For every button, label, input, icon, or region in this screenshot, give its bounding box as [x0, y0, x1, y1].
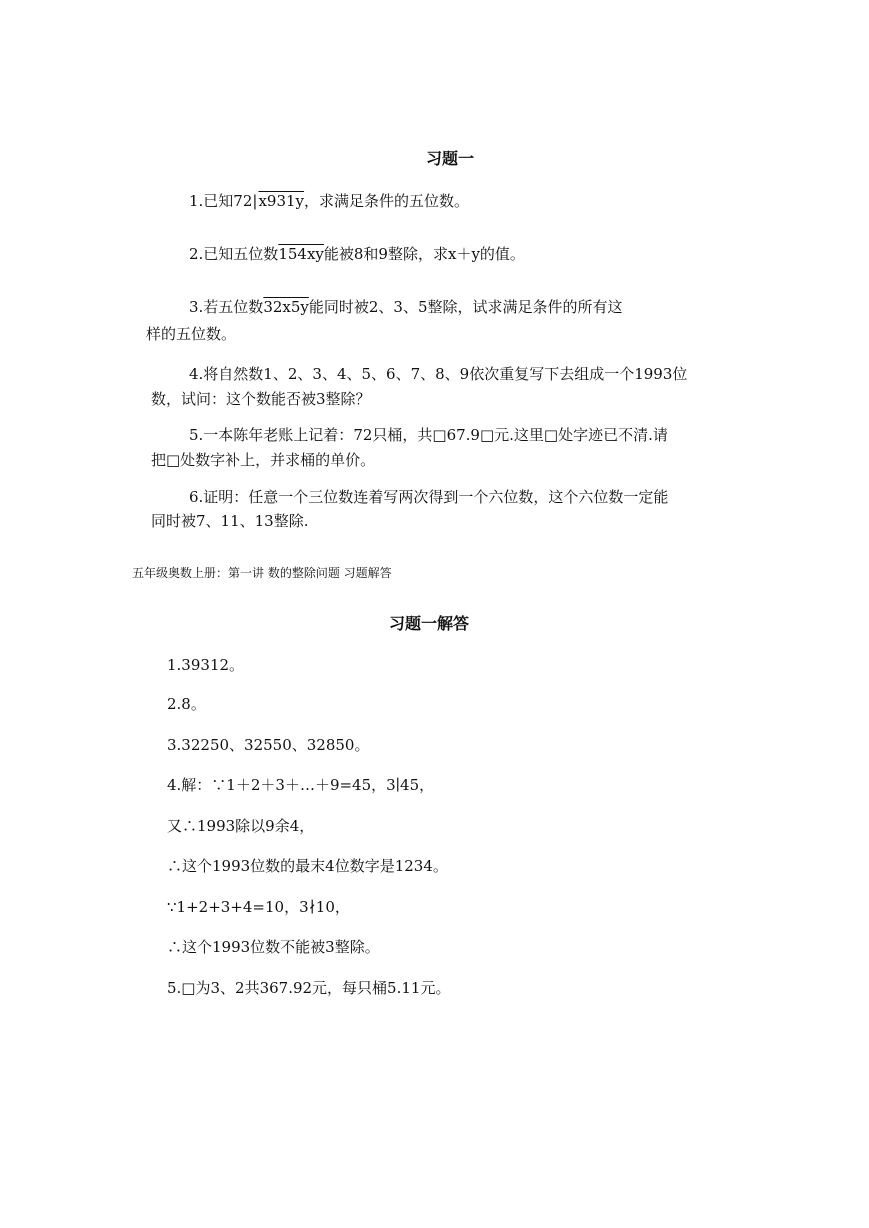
- problem-3-line-1: [189, 297, 623, 317]
- answer-line-5: 又∴1993除以9余4，: [167, 817, 315, 835]
- answer-line-4: 4.解：∵1＋2＋3＋…＋9=45，3∣45，: [167, 776, 435, 794]
- problem-1-number: x931y: [258, 192, 305, 210]
- problem-1-suffix: ，求满足条件的五位数。: [304, 192, 470, 210]
- answer-line-9: 5.□为3、2共367.92元，每只桶5.11元。: [167, 979, 451, 997]
- problem-2: [189, 244, 525, 264]
- answer-line-8: ∴这个1993位数不能被3整除。: [167, 938, 380, 956]
- problem-3-line-2: 样的五位数。: [146, 325, 237, 343]
- section-caption: 五年级奥数上册：第一讲 数的整除问题 习题解答: [132, 566, 392, 580]
- problem-1-prefix: 1.已知72: [189, 192, 253, 210]
- answer-line-3: 3.32250、32550、32850。: [167, 736, 370, 754]
- problem-4-line-2: 数，试问：这个数能否被3整除？: [151, 390, 371, 408]
- problem-1: [189, 191, 469, 211]
- problem-4-line-1: 4.将自然数1、2、3、4、5、6、7、8、9依次重复写下去组成一个1993位: [189, 365, 688, 383]
- problem-3-number: 32x5y: [263, 298, 309, 316]
- problem-6-line-1: 6.证明：任意一个三位数连着写两次得到一个六位数，这个六位数一定能: [189, 488, 669, 506]
- answer-line-1: 1.39312。: [167, 656, 245, 674]
- problem-3-suffix: 能同时被2、3、5整除，试求满足条件的所有这: [308, 298, 623, 316]
- problem-5-line-1: 5.一本陈年老账上记着：72只桶，共□67.9□元.这里□处字迹已不清.请: [189, 426, 668, 444]
- problem-2-prefix: 2.已知五位数: [189, 245, 279, 263]
- answers-title: 习题一解答: [389, 614, 470, 633]
- problem-2-suffix: 能被8和9整除，求x＋y的值。: [323, 245, 525, 263]
- answer-line-7: ∵1+2+3+4=10，3∤10，: [167, 898, 350, 916]
- problem-5-line-2: 把□处数字补上，并求桶的单价。: [151, 451, 376, 469]
- problem-3-prefix: 3.若五位数: [189, 298, 264, 316]
- problem-6-line-2: 同时被7、11、13整除.: [151, 512, 309, 530]
- divides-bar: |: [252, 192, 258, 210]
- answer-line-2: 2.8。: [167, 695, 206, 713]
- answer-line-6: ∴这个1993位数的最末4位数字是1234。: [167, 857, 448, 875]
- exercise-title: 习题一: [426, 149, 475, 168]
- problem-2-number: 154xy: [278, 245, 324, 263]
